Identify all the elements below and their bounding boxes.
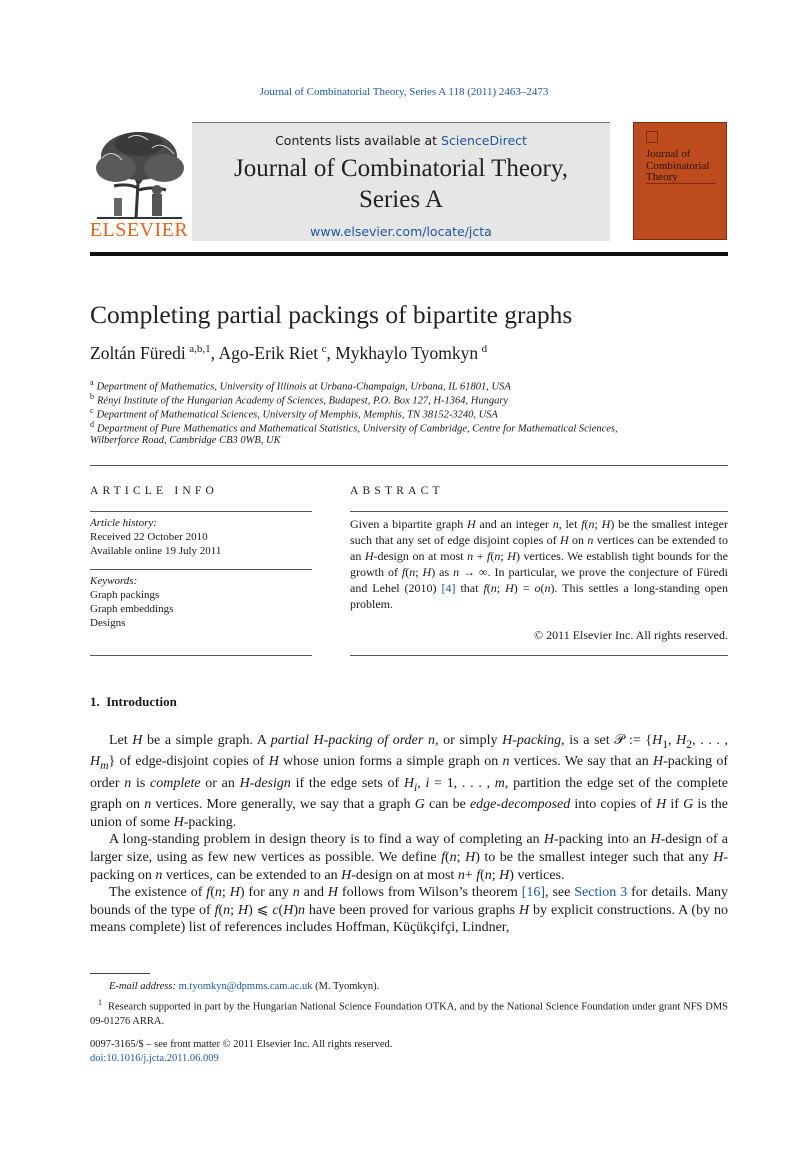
section-heading: [90, 694, 177, 710]
email-owner: (M. Tyomkyn).: [315, 981, 380, 992]
author-separator: ,: [210, 343, 219, 363]
info-divider: [90, 655, 312, 656]
affiliation-text: Department of Mathematics, University of Illinois at Urbana-Champaign, Urbana, IL 61801, USA: [96, 381, 511, 393]
article-info-heading: ARTICLE INFO: [90, 485, 218, 497]
affiliation-text: Department of Pure Mathematics and Mathematical Statistics, University of Cambridge, Centre for Mathematical Sciences,: [97, 423, 618, 435]
cover-emblem: [646, 131, 658, 143]
abstract-text: Given a bipartite graph H and an integer n, let f(n; H) be the smallest integer such that any set of edge disjoint copies of H on n vertices can be extended to an H-design on at most n + f(n; H) vertices. We establish tight bounds for the growth of f(n; H) as n → ∞. In particular, we prove the conjecture of Füredi and Lehel (2010) [4] that f(n; H) = o(n). This settles a long-standing open problem.: [350, 517, 729, 611]
info-divider: [90, 569, 312, 570]
email-label: E-mail address:: [109, 981, 176, 992]
footnote-1: [90, 996, 728, 1029]
contents-line: [192, 133, 610, 148]
affiliation-text: Department of Mathematical Sciences, University of Memphis, Memphis, TN 38152-3240, USA: [96, 409, 498, 421]
received-date: Received 22 October 2010: [90, 531, 208, 543]
cover-divider: [646, 183, 716, 184]
author-name[interactable]: Mykhaylo Tyomkyn: [335, 343, 479, 363]
footnote-mark: 1: [98, 998, 102, 1007]
publisher-name: ELSEVIER: [89, 219, 189, 241]
footnote-text: Research supported in part by the Hungarian National Science Foundation OTKA, and by the National Science Foundation under grant NFS DMS 09-01276 ARRA.: [90, 1001, 728, 1027]
contents-prefix: Contents lists available at: [275, 133, 442, 148]
affiliation-mark: d: [90, 420, 94, 429]
history-label: Article history:: [90, 517, 157, 529]
introduction-body: [90, 732, 728, 937]
available-date: Available online 19 July 2011: [90, 545, 222, 557]
journal-name-line1: Journal of Combinatorial Theory,: [234, 155, 568, 182]
journal-name-line2: Series A: [358, 186, 444, 213]
keywords: [90, 574, 312, 630]
affiliation-text: Wilberforce Road, Cambridge CB3 0WB, UK: [90, 435, 281, 446]
abstract-copyright: © 2011 Elsevier Inc. All rights reserved.: [534, 628, 728, 642]
footnote-divider: [90, 973, 150, 974]
author-affiliation-mark[interactable]: a,b,1: [189, 343, 211, 356]
section-number: 1.: [90, 694, 100, 709]
author-list: [90, 343, 487, 364]
keyword: Designs: [90, 617, 126, 629]
affiliation: [90, 420, 618, 435]
journal-name: [192, 153, 610, 215]
elsevier-logo: [88, 128, 190, 244]
author-name[interactable]: Zoltán Füredi: [90, 343, 186, 363]
abstract-divider: [350, 511, 728, 512]
keyword: Graph packings: [90, 589, 160, 601]
affiliation: [90, 406, 498, 421]
footnote-email: [109, 981, 379, 992]
section-link[interactable]: Section 3: [574, 885, 628, 901]
running-head[interactable]: Journal of Combinatorial Theory, Series A 118 (2011) 2463–2473: [259, 86, 549, 98]
sciencedirect-link[interactable]: ScienceDirect: [441, 133, 527, 148]
author-affiliation-mark[interactable]: c: [321, 343, 327, 356]
masthead-divider: [90, 252, 728, 256]
keyword: Graph embeddings: [90, 603, 174, 615]
issn-line: 0097-3165/$ – see front matter © 2011 Elsevier Inc. All rights reserved.: [90, 1039, 393, 1050]
paper-title: Completing partial packings of bipartite graphs: [90, 300, 573, 329]
journal-url-link[interactable]: www.elsevier.com/locate/jcta: [310, 224, 492, 239]
affiliation: [90, 378, 511, 393]
affiliation: [90, 392, 508, 407]
journal-masthead: [192, 122, 610, 241]
author-separator: ,: [326, 343, 336, 363]
article-history: [90, 516, 312, 558]
header-divider: [90, 465, 728, 466]
keywords-label: Keywords:: [90, 575, 138, 587]
elsevier-tree-icon: [92, 128, 186, 220]
affiliation-text: Rényi Institute of the Hungarian Academy of Sciences, Budapest, P.O. Box 127, H-1364, Hungary: [97, 395, 509, 407]
paragraph: The existence of f(n; H) for any n and H follows from Wilson’s theorem [16], see Section 3 for details. Many bounds of the type of f(n; H) ⩽ c(H)n have been proved for various graphs H by explicit constructions. A (by no means complete) list of references includes Hoffman, Küçükçifçi, Lindner,: [90, 885, 729, 936]
affiliation-mark: b: [90, 392, 94, 401]
author-affiliation-mark[interactable]: d: [481, 343, 488, 356]
affiliation-mark: c: [90, 406, 94, 415]
section-title: Introduction: [106, 694, 177, 709]
cover-title: Journal of Combinatorial Theory: [646, 148, 710, 183]
author-name[interactable]: Ago-Erik Riet: [218, 343, 319, 363]
paragraph: Let H be a simple graph. A partial H-packing of order n, or simply H-packing, is a set 𝒫 := {$H_1$, $H_2$, . . . , $H_m$} of edge-disjoint copies of H whose union forms a simple graph on n vertices. We say that an H-packing of order n is complete or an H-design if the edge sets of $H_i$, i = 1, . . . , m, partition the edge set of the complete graph on n vertices. More generally, we say that a graph G can be edge-decomposed into copies of H if G is the union of some H-packing.: [90, 733, 729, 830]
citation-link[interactable]: [16]: [521, 885, 546, 901]
email-link[interactable]: m.tyomkyn@dpmms.cam.ac.uk: [178, 981, 313, 992]
affiliation-continued: [90, 435, 281, 446]
affiliation-mark: a: [90, 378, 94, 387]
abstract-heading: ABSTRACT: [350, 485, 444, 497]
abstract-divider: [350, 655, 728, 656]
info-divider: [90, 511, 312, 512]
paragraph: A long-standing problem in design theory is to find a way of completing an H-packing into an H-design of a larger size, using as few new vertices as possible. We define f(n; H) to be the smallest integer such that any H-packing on n vertices, can be extended to an H-design on at most n+ f(n; H) vertices.: [90, 832, 729, 883]
doi-link[interactable]: doi:10.1016/j.jcta.2011.06.009: [90, 1053, 219, 1064]
journal-cover-thumbnail[interactable]: [633, 122, 727, 240]
citation-link[interactable]: [4]: [441, 581, 456, 595]
